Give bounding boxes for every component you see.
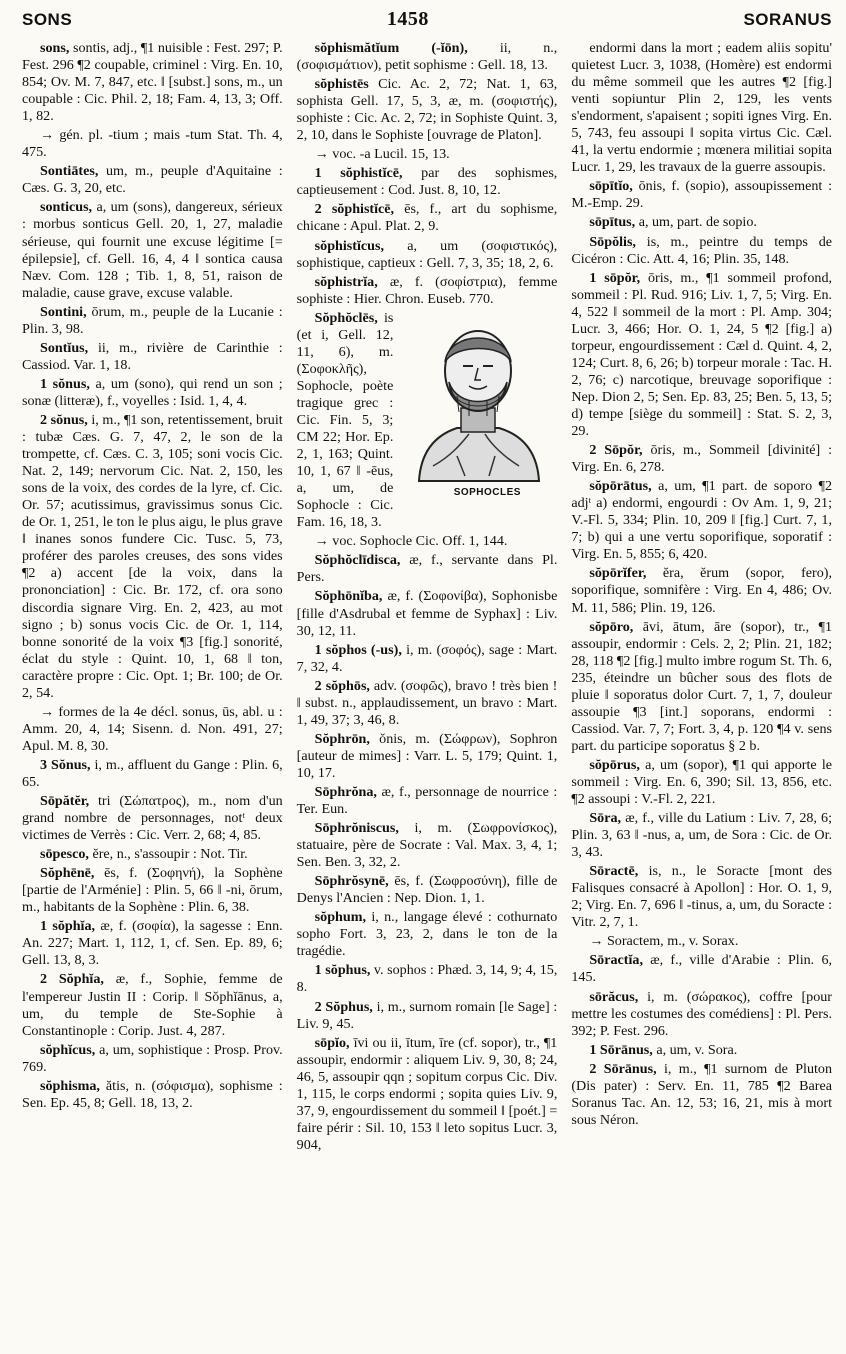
entry-text: → voc. Sophocle Cic. Off. 1, 144. xyxy=(314,533,508,550)
entry-headword: 1 sŏphĭa, xyxy=(40,918,96,935)
dictionary-entry xyxy=(22,340,283,374)
figure-caption: SOPHOCLES xyxy=(453,486,521,498)
dictionary-entry xyxy=(297,962,558,996)
dictionary-entry xyxy=(571,565,832,616)
entry-headword: Sōpŏlis, xyxy=(589,233,636,250)
dictionary-entry xyxy=(22,199,283,301)
entry-headword: sons, xyxy=(40,40,70,56)
entry-text: is, m., peintre du temps de Cicéron : Cic. Att. 4, 16; Plin. 35, 148. xyxy=(571,233,833,267)
dictionary-entry xyxy=(22,163,283,197)
entry-text: ii, m., rivière de Carinthie : Cassiod. Var. 1, 18. xyxy=(22,339,283,373)
entry-text: æ, f., personnage de nourrice : Ter. Eun. xyxy=(296,783,558,818)
entry-text: sontis, adj., ¶1 nuisible : Fest. 297; P. Fest. 296 ¶2 coupable, criminel : Virg. En. 10, 854; Ov. M. 7, 847, etc. ‖ [subst.] sons, m., un coupable : Cic. Phil. 2, 18; Fam. 4, 13, 3; Off. 1, 82. xyxy=(22,40,283,125)
entry-text: æ, f., ville d'Arabie : Plin. 6, 145. xyxy=(571,952,833,986)
dictionary-entry xyxy=(22,1078,283,1112)
dictionary-entry xyxy=(22,918,283,969)
entry-text: → formes de la 4e décl. sonus, ūs, abl. u : Amm. 20, 4, 14; Sisenn. d. Non. 491, 27; Apul. M. 8, 30. xyxy=(22,703,283,754)
entry-headword: Sōractē, xyxy=(589,863,639,880)
dictionary-entry xyxy=(571,178,832,212)
dictionary-entry xyxy=(571,40,832,176)
entry-headword: 2 Sŏphĭa, xyxy=(40,971,104,988)
entry-text: a, um, ¶1 part. de soporo ¶2 adjᵗ a) endormi, engourdi : Ov Am. 1, 9, 21; V.-Fl. 5, 334; Plin. 10, 209 ‖ [fig.] Curt. 7, 1, 7; b) qui a une vertu soporifique, soporatif : Virg. En. 5, 855; 6, 420. xyxy=(571,478,833,563)
entry-text: æ, f. (Σοφονίβα), Sophonisbe [fille d'Asdrubal et femme de Syphax] : Liv. 30, 12, 11. xyxy=(296,588,558,639)
entry-text: adv. (σοφῶς), bravo ! très bien ! ‖ subst. n., applaudissement, un bravo : Mart. 1, 49, 37; 3, 46, 8. xyxy=(296,677,558,728)
entry-text: i, m., surnom romain [le Sage] : Liv. 9, 45. xyxy=(296,998,558,1032)
entry-text: a, um, sophistique : Prosp. Prov. 769. xyxy=(22,1041,283,1075)
entry-headword: 2 Sŏphus, xyxy=(314,998,373,1015)
dictionary-entry xyxy=(22,704,283,755)
entry-headword: Sontini, xyxy=(40,303,87,320)
entry-headword: 2 sŏphistĭcē, xyxy=(314,201,395,218)
dictionary-entry xyxy=(571,989,832,1040)
entry-text: a, um, v. Sora. xyxy=(656,1041,738,1058)
dictionary-entry xyxy=(22,40,283,125)
dictionary-entry xyxy=(297,820,558,871)
entry-headword: 1 sōpŏr, xyxy=(589,269,641,286)
dictionary-entry xyxy=(571,952,832,986)
sophocles-figure xyxy=(399,316,557,501)
dictionary-entry xyxy=(571,810,832,861)
dictionary-entry xyxy=(297,784,558,818)
dictionary-entry xyxy=(22,865,283,916)
entry-text: um, m., peuple d'Aquitaine : Cæs. G. 3, 20, etc. xyxy=(22,163,283,197)
entry-headword: sōpītus, xyxy=(589,214,636,231)
entry-headword: 2 sŏphōs, xyxy=(314,677,370,694)
dictionary-entry xyxy=(22,757,283,791)
entry-headword: Sōphrŏna, xyxy=(314,783,377,800)
dictionary-entry xyxy=(297,999,558,1033)
entry-headword: Sontĭus, xyxy=(40,339,89,356)
dictionary-entry xyxy=(297,642,558,676)
dictionary-entry xyxy=(297,238,558,272)
dictionary-entry xyxy=(297,873,558,907)
entry-text: īvi ou ii, ītum, īre (cf. sopor), tr., ¶1 assoupir, endormir : aliquem Liv. 9, 30, 8; 24, 46, 5, assoupir qqn ; sopitum corpus Cic. Div. 1, 115, le corps endormi ; sopita quies Liv. 9, 37, 9, engourdissement du sommeil ‖ [poét.] = faire périr : Sil. 10, 153 ‖ leto sopitus Lucr. 3, 904, xyxy=(296,1034,558,1153)
entry-text: ōris, m., ¶1 sommeil profond, sommeil : Pl. Rud. 916; Liv. 1, 7, 5; Virg. En. 4, 522 ‖ sommeil de la mort : Pl. Amp. 304; Lucr. 3, 466; Hor. O. 1, 24, 5 ¶2 [fig.] a) torpeur, engourdissement : Cæl d. Quint. 4, 2, 124; Curt. 8, 6, 26; b) torpeur morale : Tac. H. 2, 76; c) narcotique, breuvage soporifique : Nep. Dion 2, 5; Sen. Ep. 83, 25; Ben. 5, 13, 5; d) tempe [siège du sommeil] : Stat. S. 2, 3, 29. xyxy=(571,269,833,440)
entry-text: ēs, f. (Σωφροσύνη), fille de Denys l'Ancien : Nep. Dion. 1, 1. xyxy=(296,873,558,907)
entry-headword: sŏphistĭcus, xyxy=(314,237,384,254)
entry-text: i, m., affluent du Gange : Plin. 6, 65. xyxy=(22,756,283,790)
dictionary-entry xyxy=(22,1042,283,1076)
entry-text: a, um, part. de sopio. xyxy=(638,214,757,231)
entry-headword: sōpĭo, xyxy=(314,1034,350,1051)
entry-headword: sonticus, xyxy=(40,199,93,216)
sophocles-bust-image xyxy=(399,316,557,482)
entry-headword: Sŏphōnĭba, xyxy=(314,588,383,605)
entry-text: i, m., ¶1 surnom de Pluton (Dis pater) : Serv. En. 11, 785 ¶2 Barea Soranus Tac. An. 12, 53; 16, 21, mis à mort sous Néron. xyxy=(571,1060,833,1128)
entry-text: → Soractem, m., v. Sorax. xyxy=(589,933,739,950)
dictionary-entry xyxy=(297,274,558,308)
page-number: 1458 xyxy=(386,8,429,30)
entry-headword: Sŏphrōn, xyxy=(314,730,370,747)
entry-text: æ, f. (σοφία), la sagesse : Enn. An. 227; Mart. 1, 112, 1, cf. Sen. Ep. 89, 6; Gell. 13, 8, 3. xyxy=(22,918,283,969)
entry-text: ōris, m., Sommeil [divinité] : Virg. En. 6, 278. xyxy=(571,442,833,476)
entry-text: i, m. (σώρακος), coffre [pour mettre les costumes des comédiens] : Pl. Pers. 392; P. Fest. 296. xyxy=(571,988,833,1039)
dictionary-entry xyxy=(297,76,558,144)
dictionary-entry xyxy=(297,731,558,782)
entry-headword: sŏphismătĭum (-ĭōn), xyxy=(314,40,468,56)
dictionary-entry xyxy=(571,619,832,755)
entry-text: ĕre, n., s'assoupir : Not. Tir. xyxy=(92,846,248,863)
header-left-guideword: SONS xyxy=(22,10,73,29)
dictionary-entry xyxy=(297,588,558,639)
entry-headword: 2 sŏnus, xyxy=(40,411,88,428)
dictionary-entry xyxy=(297,678,558,729)
entry-text: Cic. Ac. 2, 72; Nat. 1, 63, sophista Gell. 17, 5, 3, æ, m. (σοφιστής), sophiste : Cic. Ac. 2, 72; in Sophiste Quint. 3, 2, 10, dans le Sophiste [ouvrage de Platon]. xyxy=(296,76,558,144)
dictionary-entry xyxy=(22,793,283,844)
entry-headword: sōpītĭo, xyxy=(589,178,633,195)
entry-headword: Sōractĭa, xyxy=(589,952,643,969)
entry-text: ōnis, f. (sopio), assoupissement : M.-Emp. 29. xyxy=(571,178,833,212)
entry-text: tri (Σώπατρος), m., nom d'un grand nombre de personnages, notᵗ deux victimes de Verrès : Cic. Verr. 2, 68; 4, 85. xyxy=(22,793,283,844)
entry-headword: Sontiātes, xyxy=(40,163,99,180)
entry-headword: Sōphrŏniscus, xyxy=(314,820,399,837)
entry-headword: Sōphrŏsynē, xyxy=(314,873,389,890)
dictionary-entry xyxy=(571,863,832,931)
dictionary-entry xyxy=(571,442,832,476)
dictionary-entry xyxy=(297,165,558,199)
entry-text: is, n., le Soracte [mont des Falisques consacré à Apollon] : Hor. O. 1, 9, 2; Virg. En. 7, 696 ‖ -tinus, a, um, du Soracte : Vitr. 2, 7, 1. xyxy=(571,863,833,931)
dictionary-entry xyxy=(571,933,832,950)
dictionary-entry xyxy=(297,40,558,74)
dictionary-entry xyxy=(297,1035,558,1154)
entry-headword: 1 sŏphos (-us), xyxy=(314,641,402,658)
entry-text: is (et i, Gell. 12, 11, 6), m. (Σοφοκλῆς), Sophocle, poète tragique grec : Cic. Fin. 5, 3; CM 22; Hor. Ep. 2, 1, 163; Quint. 10, 1, 67 ‖ -ēus, a, um, de Sophocle : Cic. Fam. 16, 18, 3. xyxy=(296,309,394,531)
entry-text: æ, f., servante dans Pl. Pers. xyxy=(296,552,558,586)
entry-text: a, um (σοφιστικός), sophistique, captieux : Gell. 7, 3, 35; 18, 2, 6. xyxy=(296,237,558,271)
dictionary-entry xyxy=(22,971,283,1039)
dictionary-entry xyxy=(297,310,558,532)
entry-headword: Sŏphŏclīdisca, xyxy=(314,552,401,569)
entry-text: endormi dans la mort ; eadem aliis sopitu' quietest Lucr. 3, 1038, (Homère) est endormi du même sommeil que les autres ¶2 [fig.] venti sopiuntur Plin 2, 129, les vents s'endorment, s'apaisent ; sopiti ignes Virg. En. 5, 743, feu assoupi ‖ sopita virtus Cic. Cæl. 41, la vertu endormie ; mœnera militiai sopita Lucr. 1, 29, les travaux de la guerre assoupis. xyxy=(571,40,833,176)
entry-text: æ, f. (σοφίστρια), femme sophiste : Hier. Chron. Euseb. 770. xyxy=(296,273,558,307)
entry-headword: 2 Sōrānus, xyxy=(589,1060,657,1077)
entry-text: ii, n., (σοφισμάτιον), petit sophisme : Gell. 18, 13. xyxy=(296,40,558,74)
entry-text: i, m. (σοφός), sage : Mart. 7, 32, 4. xyxy=(296,641,558,675)
entry-headword: sŏphum, xyxy=(314,909,366,926)
entry-headword: 1 sŏphistĭcē, xyxy=(314,165,403,182)
entry-text: āvi, ātum, āre (sopor), tr., ¶1 assoupir, endormir : Cels. 2, 2; Plin. 21, 182; 28, 118 ¶2 [fig.] multo imbre rogum St. Th. 6, 235, éteindre un bûcher sous des flots de pluie ‖ soporatus dolor Curt. 7, 1, 7, douleur assoupie ¶3 [int.] soporans, endormi : Cassiod. Var. 7, 7; Fort. 3, 4, p. 120 ¶4 v. sens part. du participe soporatus § 2 b. xyxy=(571,618,833,754)
dictionary-entry xyxy=(571,757,832,808)
dictionary-entry xyxy=(22,846,283,863)
entry-headword: sŏpōrus, xyxy=(589,756,640,773)
entry-text: i, m., ¶1 son, retentissement, bruit : tubæ Cæs. G. 7, 47, 2, le son de la trompette, cf. Cæs. C. 3, 105; soni vocis Cic. Nat. 2, 149; nervorum Cic. Nat. 2, 150, les sons de la voix, des cordes de la lyre, cf. Cic. Or. 57; acutissimus, gravissimus sonus Cic. de Or. 1, 251, le ton le plus aigu, le plus grave ‖ inanes sonos fundere Cic. Tusc. 5, 73, proférer des paroles creuses, des sons vides ¶2 a) accent [de la voix, dans la prononciation] : Cic. Br. 172, cf. ora sono discordia signare Virg. En. 2, 423, au mot signo ; b) sonus vocis Cic. de Or. 1, 114, bonne sonorité de la voix ¶3 [fig.] sonorité, éclat du style : Quint. 10, 1, 68 ‖ ton, caractère propre : Cic. Opt. 1; Br. 100; de Or. 2, 54. xyxy=(22,411,283,701)
column-1 xyxy=(22,40,283,1156)
entry-headword: sŏphistēs xyxy=(314,76,369,93)
entry-headword: 3 Sŏnus, xyxy=(40,756,91,773)
entry-headword: sŏpōrĭfer, xyxy=(589,565,647,582)
entry-text: æ, f., ville du Latium : Liv. 7, 28, 6; Plin. 3, 63 ‖ -nus, a, um, de Sora : Cic. de Or. 3, 43. xyxy=(571,810,833,861)
dictionary-entry xyxy=(297,909,558,960)
entry-text: ĕra, ĕrum (sopor, fero), soporifique, somnifère : Virg. En 4, 486; Ov. M. 11, 586; Plin. 19, 126. xyxy=(571,565,833,616)
entry-headword: Sŏphēnē, xyxy=(40,865,95,882)
entry-text: ătis, n. (σόφισμα), sophisme : Sen. Ep. 45, 8; Gell. 18, 13, 2. xyxy=(22,1077,283,1111)
dictionary-entry xyxy=(22,304,283,338)
entry-text: v. sophos : Phæd. 3, 14, 9; 4, 15, 8. xyxy=(296,962,558,996)
column-3 xyxy=(571,40,832,1156)
dictionary-entry xyxy=(571,1061,832,1129)
entry-headword: 1 sŏphus, xyxy=(314,962,371,979)
dictionary-entry xyxy=(297,201,558,235)
entry-headword: Sōra, xyxy=(589,810,622,827)
dictionary-entry xyxy=(297,552,558,586)
entry-text: ēs, f. (Σοφηνή), la Sophène [partie de l'Arménie] : Plin. 5, 66 ‖ -ni, ōrum, m., habitants de la Sophène : Plin. 6, 38. xyxy=(22,865,283,916)
header-right-guideword: SORANUS xyxy=(743,10,832,29)
column-2 xyxy=(297,40,558,1156)
dictionary-entry xyxy=(571,478,832,563)
dictionary-entry xyxy=(297,146,558,163)
entry-headword: sŏphistrĭa, xyxy=(314,273,378,290)
entry-text: i, n., langage élevé : cothurnato sopho Fort. 3, 23, 2, dans le ton de la tragédie. xyxy=(296,909,558,960)
entry-text: → voc. -a Lucil. 15, 13. xyxy=(314,146,450,163)
entry-text: a, um (sopor), ¶1 qui apporte le sommeil : Virg. En. 6, 390; Sil. 13, 856, etc. ¶2 assoupi : V.-Fl. 2, 221. xyxy=(571,756,833,808)
entry-headword: sŏpōro, xyxy=(589,618,634,635)
dictionary-entry xyxy=(297,533,558,550)
entry-text: a, um (sons), dangereux, sérieux : morbus sonticus Gell. 20, 1, 27, maladie sérieuse, qui fournit une excuse légitime [= épilepsie], cf. Gell. 16, 4, 4 ‖ sontica causa Næv. Com. 128 ; Tib. 1, 8, 51, raison de maladie, cause grave, excuse valable. xyxy=(22,199,283,301)
entry-text: par des sophismes, captieusement : Cod. Just. 8, 10, 12. xyxy=(296,165,558,199)
dictionary-entry xyxy=(22,412,283,702)
dictionary-entry xyxy=(571,214,832,231)
entry-headword: sŏphĭcus, xyxy=(40,1041,96,1058)
entry-headword: Sŏphŏclēs, xyxy=(314,309,378,326)
entry-headword: sōrăcus, xyxy=(589,988,639,1005)
page-header xyxy=(22,8,832,36)
entry-headword: sŏpōrātus, xyxy=(589,478,652,495)
entry-headword: 2 Sōpŏr, xyxy=(589,442,643,459)
dictionary-entry xyxy=(22,376,283,410)
entry-headword: sŏphisma, xyxy=(40,1077,100,1094)
entry-text: æ, f., Sophie, femme de l'empereur Justin II : Corip. ‖ Sŏphĭānus, a, um, du temple de Ste-Sophie à Constantinople : Corip. Just. 4, 287. xyxy=(22,971,283,1039)
entry-headword: 1 sŏnus, xyxy=(40,375,90,392)
entry-text: ŏnis, m. (Σώφρων), Sophron [auteur de mimes] : Varr. L. 5, 179; Quint. 1, 10, 17. xyxy=(296,730,558,781)
dictionary-entry xyxy=(571,270,832,440)
dictionary-entry xyxy=(22,127,283,161)
entry-text: ēs, f., art du sophisme, chicane : Apul. Plat. 2, 9. xyxy=(296,201,558,235)
entry-headword: Sōpătĕr, xyxy=(40,793,90,810)
entry-headword: 1 Sōrānus, xyxy=(589,1041,653,1058)
entry-text: → gén. pl. -tium ; mais -tum Stat. Th. 4, 475. xyxy=(22,127,283,161)
entry-text: a, um (sono), qui rend un son ; sonæ (litteræ), f., voyelles : Isid. 1, 4, 4. xyxy=(22,375,283,409)
entry-text: ōrum, m., peuple de la Lucanie : Plin. 3, 98. xyxy=(22,303,283,337)
dictionary-entry xyxy=(571,1042,832,1059)
entry-text: i, m. (Σωφρονίσκος), statuaire, père de Socrate : Val. Max. 3, 4, 1; Sen. Ben. 3, 32, 2. xyxy=(296,820,558,871)
columns xyxy=(22,40,832,1156)
entry-headword: sōpesco, xyxy=(40,846,89,863)
dictionary-entry xyxy=(571,234,832,268)
